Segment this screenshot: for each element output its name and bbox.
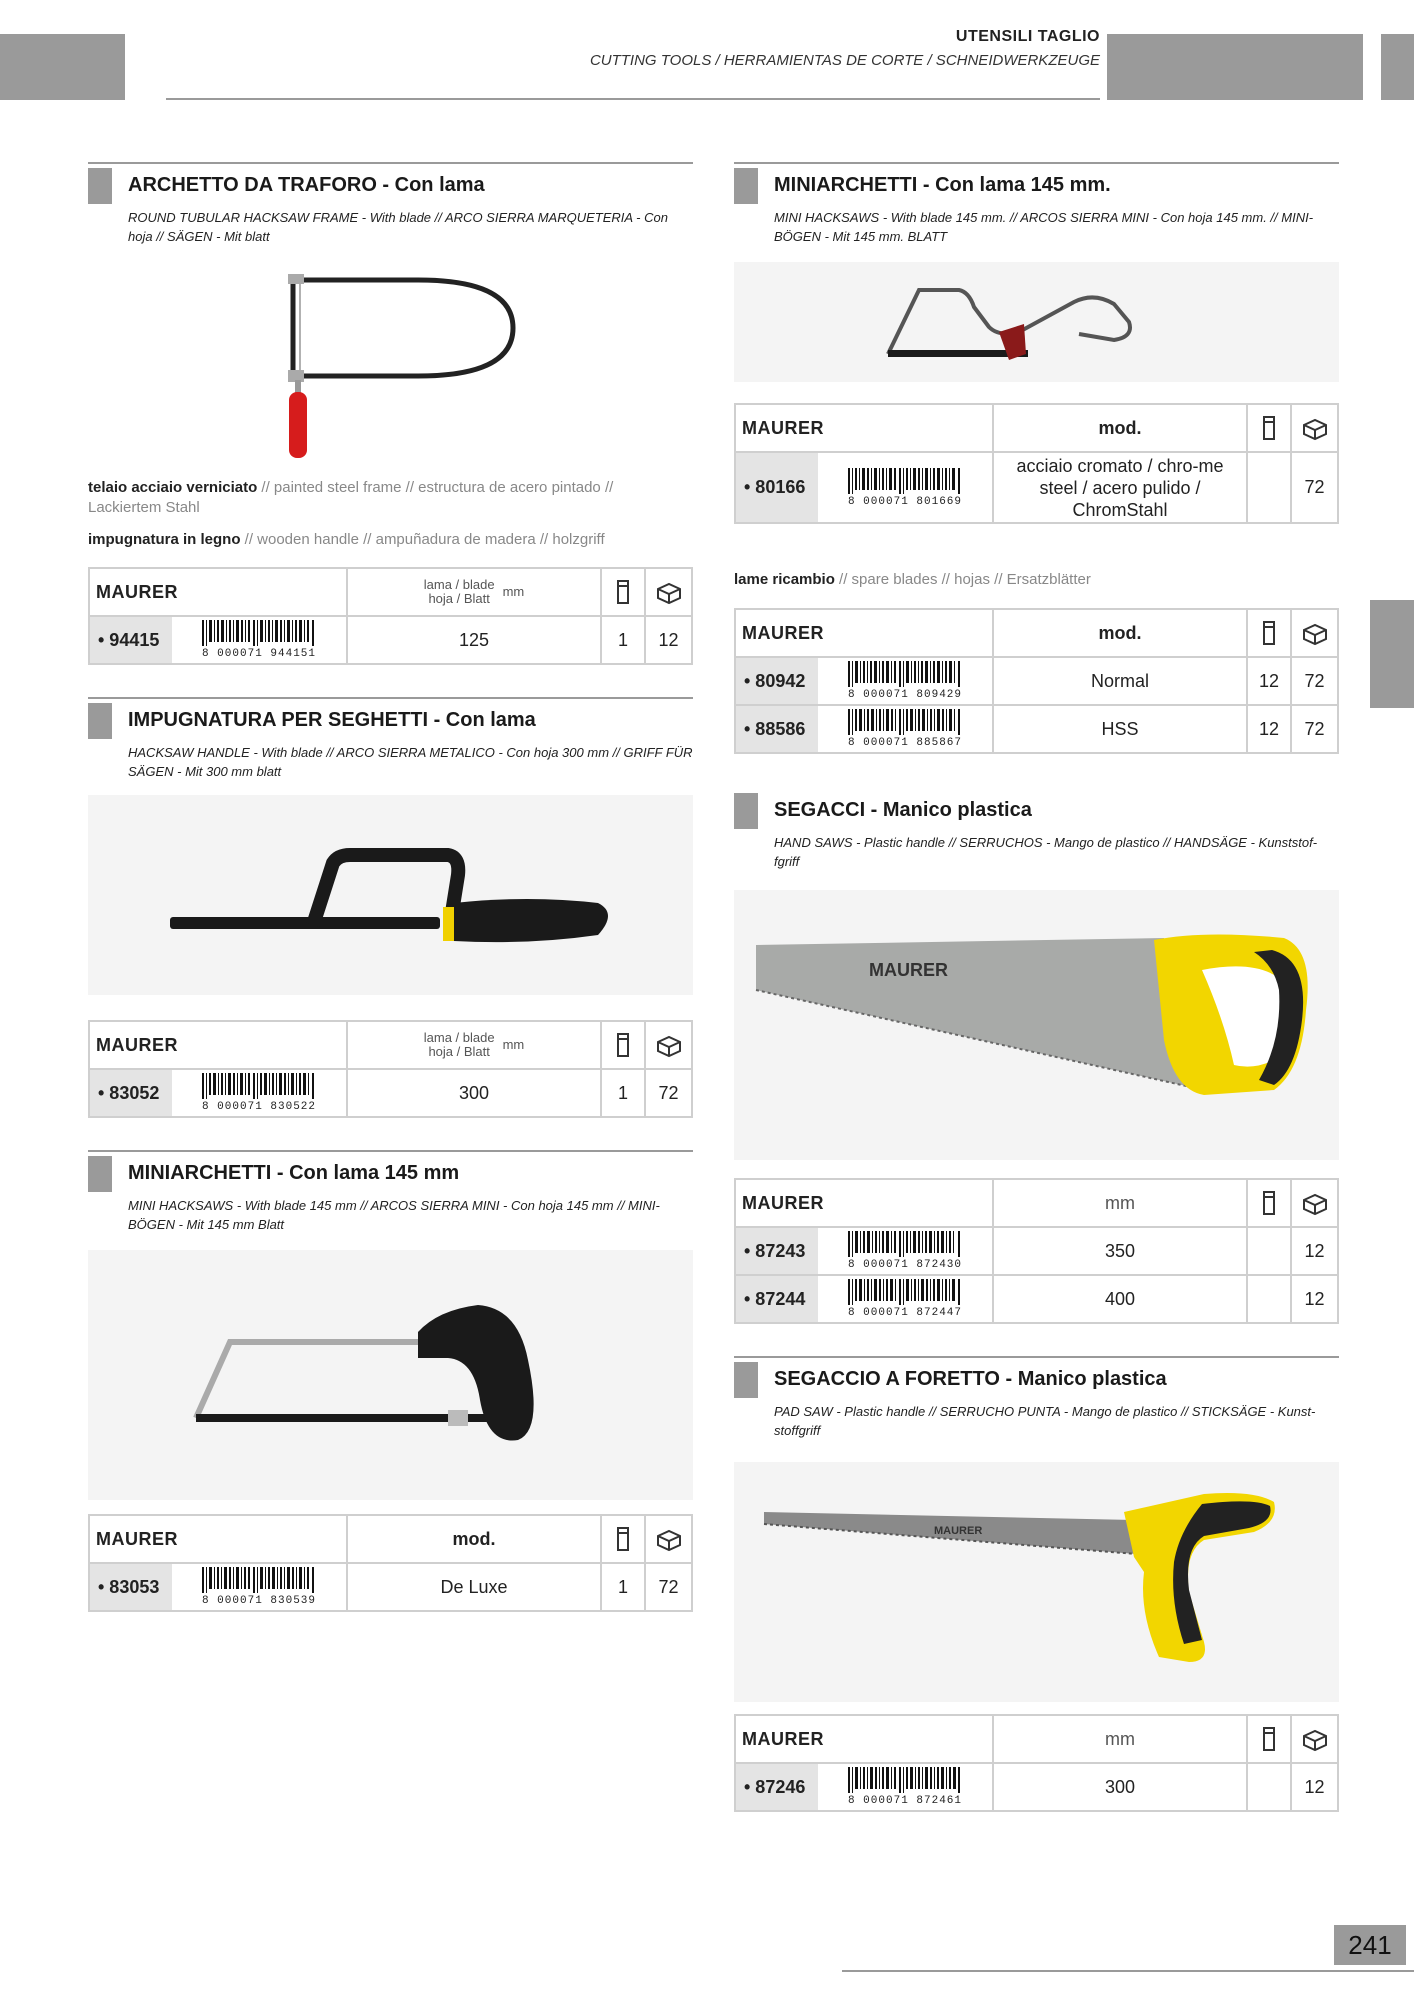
product-code: • 83052	[90, 1070, 172, 1116]
section-rule	[734, 162, 1339, 164]
barcode-bars	[200, 1567, 318, 1597]
product-image-pad-saw	[734, 1462, 1339, 1702]
spec-handle-bold: impugnatura in legno	[88, 531, 241, 548]
ean-number: 8 000071 830539	[201, 1595, 317, 1607]
header-blade-bottom: hoja / Blatt	[428, 1044, 490, 1059]
barcode	[818, 706, 992, 752]
pieces-qty: 1	[617, 1082, 628, 1103]
barcode	[818, 453, 992, 522]
barcode-bars	[846, 661, 964, 691]
pieces-qty: 1	[617, 629, 628, 650]
table-row	[90, 615, 691, 663]
column-header-model: mod.	[452, 1528, 496, 1549]
blade-length: 125	[458, 629, 490, 650]
section-subtitle: MINI HACKSAWS - With blade 145 mm. // ARCOS SIERRA MINI - Con hoja 145 mm. // MINI-BÖGEN - Mit 145 mm. BLATT	[774, 210, 1314, 244]
box-icon	[646, 569, 691, 615]
section-title: MINIARCHETTI - Con lama 145 mm.	[774, 174, 1111, 196]
product-table	[88, 1514, 693, 1612]
barcode	[818, 1276, 992, 1322]
table-row	[90, 1068, 691, 1116]
barcode	[818, 1228, 992, 1274]
column-header-model: mod.	[1098, 622, 1142, 643]
section-marker	[734, 1362, 758, 1398]
section-marker	[88, 168, 112, 204]
box-qty: 72	[658, 1576, 679, 1597]
product-code: • 94415	[90, 617, 172, 663]
product-image-mini-hacksaw-deluxe	[88, 1250, 693, 1500]
product-code: • 87244	[736, 1276, 818, 1322]
spec-frame-translations: // painted steel frame // estructura de acero pintado // Lackiertem Stahl	[88, 479, 614, 516]
pieces-qty: 12	[1258, 718, 1280, 739]
footer-rule	[842, 1970, 1414, 1972]
product-table	[734, 1714, 1339, 1812]
spec-frame-bold: telaio acciaio verniciato	[88, 479, 258, 496]
box-qty: 72	[1304, 718, 1325, 739]
box-icon	[646, 1516, 691, 1562]
product-code: • 80942	[736, 658, 818, 704]
ean-number: 8 000071 809429	[847, 689, 963, 701]
pieces-qty	[1248, 1276, 1290, 1322]
section-subtitle: HAND SAWS - Plastic handle // SERRUCHOS - Mango de plastico // HANDSÄGE - Kunststof-fgriff	[774, 835, 1318, 869]
section-marker	[88, 1156, 112, 1192]
pieces-icon	[602, 569, 644, 615]
barcode-bars	[846, 1767, 964, 1797]
column-header-length: mm	[1105, 1728, 1135, 1749]
product-table	[734, 403, 1339, 524]
box-icon	[1292, 610, 1337, 656]
ean-number: 8 000071 830522	[201, 1101, 317, 1113]
model-value: HSS	[1101, 718, 1139, 739]
product-table	[88, 567, 693, 665]
header-left-block	[0, 34, 125, 100]
ean-number: 8 000071 801669	[847, 495, 963, 508]
ean-number: 8 000071 885867	[847, 737, 963, 749]
barcode-bars	[846, 468, 964, 498]
barcode	[172, 1070, 346, 1116]
product-image-hand-saw	[734, 890, 1339, 1160]
box-icon	[1292, 1180, 1337, 1226]
section-title: SEGACCI - Manico plastica	[774, 799, 1032, 821]
brand-logo: MAURER	[96, 1034, 178, 1055]
section-rule	[88, 697, 693, 699]
barcode-bars	[846, 1279, 964, 1309]
product-table	[734, 608, 1339, 754]
box-qty: 72	[1304, 670, 1325, 691]
product-table	[734, 1178, 1339, 1324]
box-icon	[1292, 1716, 1337, 1762]
product-image-hacksaw-handle	[88, 795, 693, 995]
table-row	[736, 1226, 1337, 1274]
section-title: ARCHETTO DA TRAFORO - Con lama	[128, 174, 485, 196]
section-subtitle: HACKSAW HANDLE - With blade // ARCO SIERRA METALICO - Con hoja 300 mm // GRIFF FÜR SÄGEN - Mit 300 mm blatt	[128, 745, 693, 779]
header-blade-top: lama / blade	[423, 1030, 495, 1045]
header-right-block	[1107, 34, 1363, 100]
section-title: MINIARCHETTI - Con lama 145 mm	[128, 1162, 460, 1184]
section-marker	[734, 793, 758, 829]
box-qty: 12	[1304, 1776, 1325, 1797]
header-blade-top: lama / blade	[423, 577, 495, 592]
section-subtitle: PAD SAW - Plastic handle // SERRUCHO PUNTA - Mango de plastico // STICKSÄGE - Kunst-stoffgriff	[774, 1404, 1316, 1438]
product-code: • 87246	[736, 1764, 818, 1810]
ean-number: 8 000071 944151	[201, 648, 317, 660]
product-code: • 87243	[736, 1228, 818, 1274]
section-rule	[88, 1150, 693, 1152]
spare-blades-bold: lame ricambio	[734, 571, 835, 588]
product-image-coping-saw	[88, 258, 693, 468]
brand-logo: MAURER	[742, 1192, 824, 1213]
pieces-icon	[1248, 610, 1290, 656]
model-value: Normal	[1090, 670, 1149, 691]
spare-blades-translations: // spare blades // hojas // Ersatzblätter	[834, 571, 1091, 588]
section-subtitle: ROUND TUBULAR HACKSAW FRAME - With blade // ARCO SIERRA MARQUETERIA - Con hoja // SÄGEN - Mit blatt	[128, 210, 668, 244]
blade-length: 300	[458, 1082, 490, 1103]
box-qty: 12	[1304, 1240, 1325, 1261]
header-edge-block	[1381, 34, 1414, 100]
column-header-blade	[348, 569, 600, 615]
side-tab	[1370, 600, 1414, 708]
box-qty: 72	[658, 1082, 679, 1103]
section-rule	[734, 1356, 1339, 1358]
spare-blades-label	[734, 570, 1334, 590]
pieces-icon	[602, 1516, 644, 1562]
product-code: • 88586	[736, 706, 818, 752]
pieces-icon	[1248, 1180, 1290, 1226]
product-code: • 80166	[736, 453, 818, 522]
box-icon	[1292, 405, 1337, 451]
section-title: SEGACCIO A FORETTO - Manico plastica	[774, 1368, 1167, 1390]
spec-handle	[88, 530, 688, 550]
pieces-icon	[1248, 1716, 1290, 1762]
svg-text:MAURER: MAURER	[934, 1525, 983, 1537]
pieces-qty	[1248, 1228, 1290, 1274]
saw-length: 400	[1104, 1288, 1136, 1309]
brand-logo: MAURER	[742, 417, 824, 438]
product-table	[88, 1020, 693, 1118]
table-row	[90, 1562, 691, 1610]
ean-number: 8 000071 872461	[847, 1795, 963, 1807]
box-qty: 72	[1304, 477, 1325, 497]
column-header-model: mod.	[1098, 417, 1142, 438]
barcode-bars	[200, 1073, 318, 1103]
table-row	[736, 656, 1337, 704]
header-blade-bottom: hoja / Blatt	[428, 591, 490, 606]
saw-length: 300	[1104, 1776, 1136, 1797]
section-marker	[734, 168, 758, 204]
barcode	[172, 617, 346, 663]
page-header	[590, 28, 1100, 69]
pieces-qty	[1248, 1764, 1290, 1810]
barcode-bars	[846, 709, 964, 739]
header-unit: mm	[502, 584, 525, 599]
spec-handle-translations: // wooden handle // ampuñadura de madera // holzgriff	[240, 531, 605, 548]
saw-length: 350	[1104, 1240, 1136, 1261]
section-rule	[88, 162, 693, 164]
table-row	[736, 451, 1337, 522]
svg-text:MAURER: MAURER	[869, 960, 948, 980]
brand-logo: MAURER	[742, 622, 824, 643]
brand-logo: MAURER	[96, 581, 178, 602]
box-qty: 12	[658, 629, 679, 650]
section-title: IMPUGNATURA PER SEGHETTI - Con lama	[128, 709, 536, 731]
header-category: UTENSILI TAGLIO	[955, 28, 1100, 45]
table-row	[736, 704, 1337, 752]
header-unit: mm	[502, 1037, 525, 1052]
box-qty: 12	[1304, 1288, 1325, 1309]
box-icon	[646, 1022, 691, 1068]
spec-frame	[88, 478, 688, 518]
section-marker	[88, 703, 112, 739]
header-rule	[166, 98, 1100, 100]
barcode-bars	[200, 620, 318, 650]
pieces-icon	[1248, 405, 1290, 451]
pieces-qty: 1	[617, 1576, 628, 1597]
column-header-blade	[348, 1022, 600, 1068]
brand-logo: MAURER	[742, 1728, 824, 1749]
section-subtitle: MINI HACKSAWS - With blade 145 mm // ARCOS SIERRA MINI - Con hoja 145 mm // MINI-BÖGEN - Mit 145 mm Blatt	[128, 1198, 660, 1232]
header-subcategory: CUTTING TOOLS / HERRAMIENTAS DE CORTE / SCHNEIDWERKZEUGE	[589, 52, 1100, 69]
barcode	[818, 658, 992, 704]
pieces-qty	[1248, 453, 1290, 522]
table-row	[736, 1274, 1337, 1322]
barcode	[172, 1564, 346, 1610]
barcode-bars	[846, 1231, 964, 1261]
product-code: • 83053	[90, 1564, 172, 1610]
column-header-length: mm	[1105, 1192, 1135, 1213]
brand-logo: MAURER	[96, 1528, 178, 1549]
product-image-mini-hacksaw-chrome	[734, 262, 1339, 382]
ean-number: 8 000071 872447	[847, 1307, 963, 1319]
barcode	[818, 1764, 992, 1810]
pieces-icon	[602, 1022, 644, 1068]
ean-number: 8 000071 872430	[847, 1259, 963, 1271]
pieces-qty: 12	[1258, 670, 1280, 691]
page-number: 241	[1334, 1925, 1406, 1965]
model-value: De Luxe	[440, 1576, 508, 1597]
table-row	[736, 1762, 1337, 1810]
model-value: acciaio cromato / chro-me steel / acero pulido / ChromStahl	[1016, 455, 1224, 520]
